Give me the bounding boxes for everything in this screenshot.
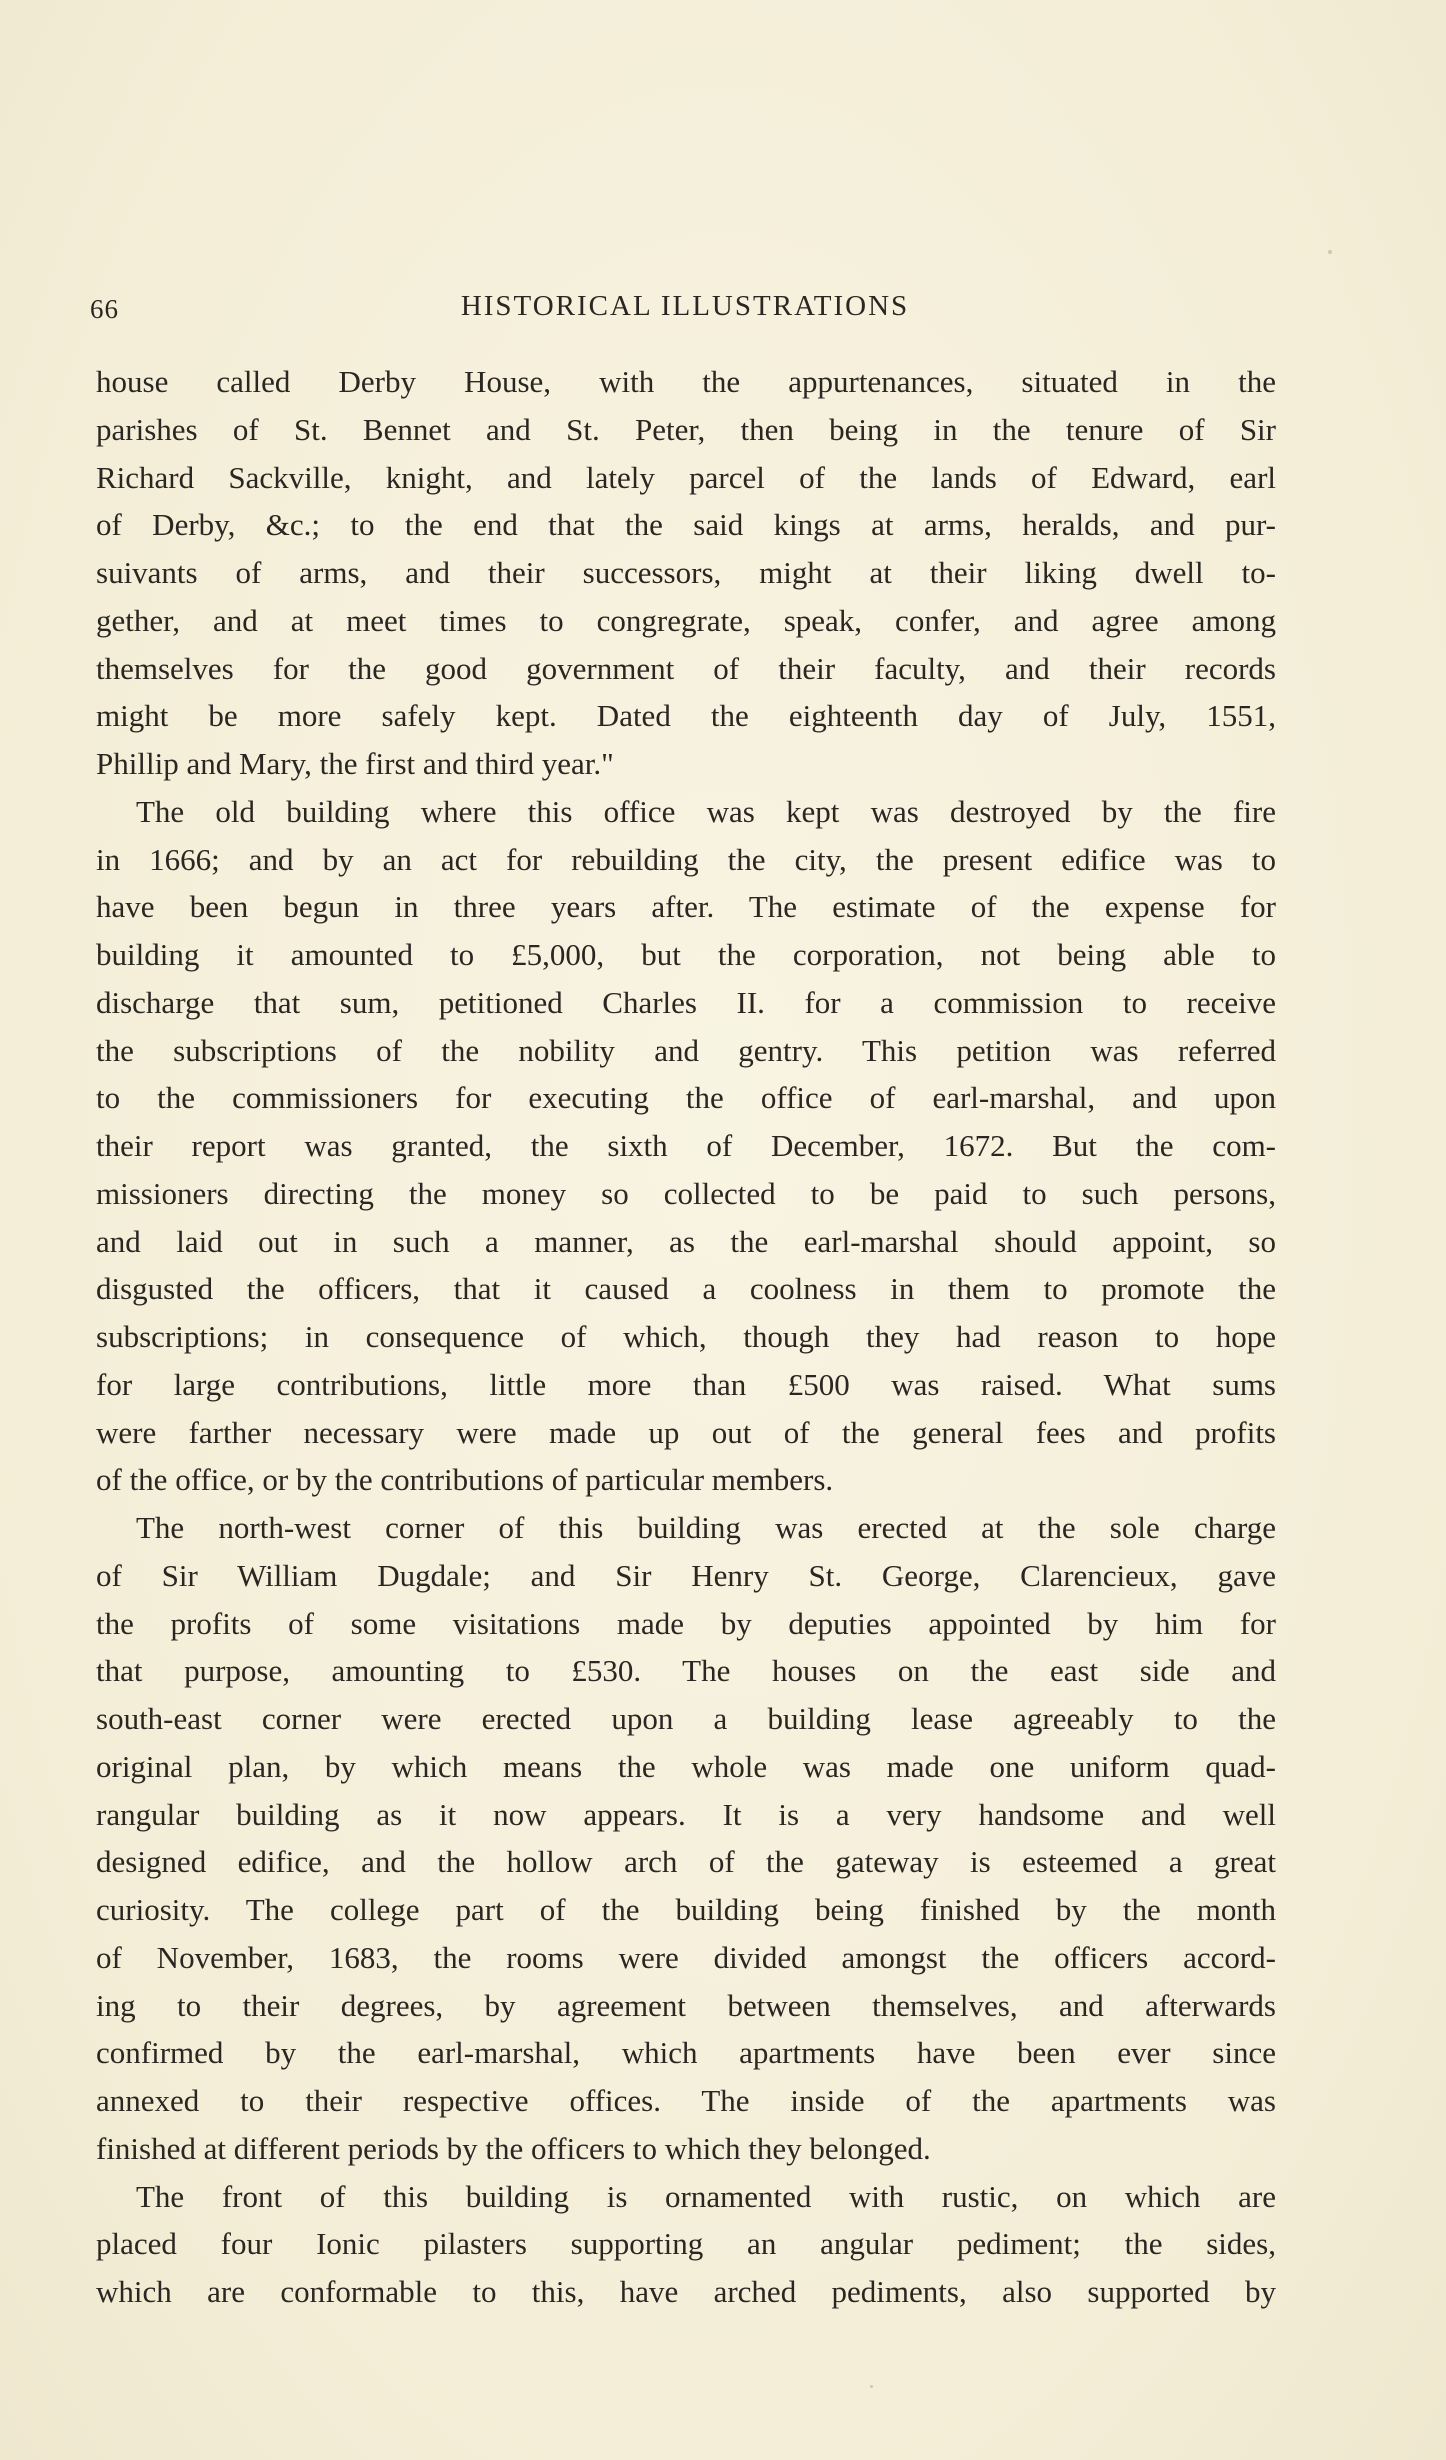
text-line: for large contributions, little more than £500 was raised. What sums (96, 1366, 1276, 1402)
text-line: discharge that sum, petitioned Charles II. for a commission to receive (96, 984, 1276, 1020)
text-line: The old building where this office was kept was destroyed by the fire (136, 793, 1276, 829)
text-line: The north-west corner of this building was erected at the sole charge (136, 1510, 1276, 1545)
running-head: HISTORICAL ILLUSTRATIONS (460, 290, 910, 322)
text-line: their report was granted, the sixth of December, 1672. But the com- (96, 1128, 1276, 1163)
text-line: missioners directing the money so collected to be paid to such persons, (96, 1175, 1276, 1211)
page-number: 66 (90, 294, 119, 324)
text-line: suivants of arms, and their successors, might at their liking dwell to- (96, 555, 1276, 590)
text-line: gether, and at meet times to congregrate, speak, confer, and agree among (96, 602, 1276, 638)
text-line: building it amounted to £5,000, but the corporation, not being able to (96, 937, 1276, 972)
text-line: of November, 1683, the rooms were divided amongst the officers accord- (96, 1939, 1276, 1975)
text-line: of Derby, &c.; to the end that the said kings at arms, heralds, and pur- (96, 507, 1276, 543)
text-line: original plan, by which means the whole was made one uniform quad- (96, 1748, 1276, 1784)
text-line: the profits of some visitations made by deputies appointed by him for (96, 1605, 1276, 1641)
text-line: of Sir William Dugdale; and Sir Henry St. George, Clarencieux, gave (96, 1557, 1276, 1593)
text-line: which are conformable to this, have arched pediments, also supported by (96, 2274, 1276, 2309)
text-line: Phillip and Mary, the first and third year." (96, 746, 614, 781)
text-line: to the commissioners for executing the office of earl-marshal, and upon (96, 1080, 1276, 1116)
text-line: were farther necessary were made up out of the general fees and profits (96, 1414, 1276, 1450)
text-line: confirmed by the earl-marshal, which apartments have been ever since (96, 2035, 1276, 2071)
text-line: that purpose, amounting to £530. The houses on the east side and (96, 1653, 1276, 1689)
text-line: designed edifice, and the hollow arch of the gateway is esteemed a great (96, 1844, 1276, 1880)
text-line: rangular building as it now appears. It is a very handsome and well (96, 1796, 1276, 1832)
text-line: subscriptions; in consequence of which, though they had reason to hope (96, 1319, 1276, 1354)
text-line: curiosity. The college part of the building being finished by the month (96, 1892, 1276, 1927)
text-line: the subscriptions of the nobility and gentry. This petition was referred (96, 1032, 1276, 1068)
paper-speck (870, 2385, 873, 2388)
text-line: annexed to their respective offices. The inside of the apartments was (96, 2083, 1276, 2118)
text-line: might be more safely kept. Dated the eighteenth day of July, 1551, (96, 698, 1276, 734)
paper-speck (1328, 250, 1332, 254)
page-header (90, 290, 1280, 334)
body-text (96, 358, 1276, 2316)
text-line: finished at different periods by the officers to which they belonged. (96, 2130, 931, 2166)
text-line: parishes of St. Bennet and St. Peter, then being in the tenure of Sir (96, 411, 1276, 447)
text-line: Richard Sackville, knight, and lately parcel of the lands of Edward, earl (96, 459, 1276, 495)
text-line: placed four Ionic pilasters supporting an angular pediment; the sides, (96, 2226, 1276, 2262)
text-line: and laid out in such a manner, as the earl-marshal should appoint, so (96, 1223, 1276, 1259)
text-line: south-east corner were erected upon a building lease agreeably to the (96, 1701, 1276, 1736)
text-line: The front of this building is ornamented with rustic, on which are (136, 2178, 1276, 2214)
text-line: ing to their degrees, by agreement between themselves, and afterwards (96, 1987, 1276, 2023)
text-line: of the office, or by the contributions of particular members. (96, 1462, 834, 1498)
text-line: house called Derby House, with the appurtenances, situated in the (96, 364, 1276, 399)
text-line: in 1666; and by an act for rebuilding the city, the present edifice was to (96, 841, 1276, 877)
text-line: themselves for the good government of their faculty, and their records (96, 650, 1276, 686)
text-line: have been begun in three years after. The estimate of the expense for (96, 889, 1276, 925)
text-line: disgusted the officers, that it caused a coolness in them to promote the (96, 1271, 1276, 1307)
